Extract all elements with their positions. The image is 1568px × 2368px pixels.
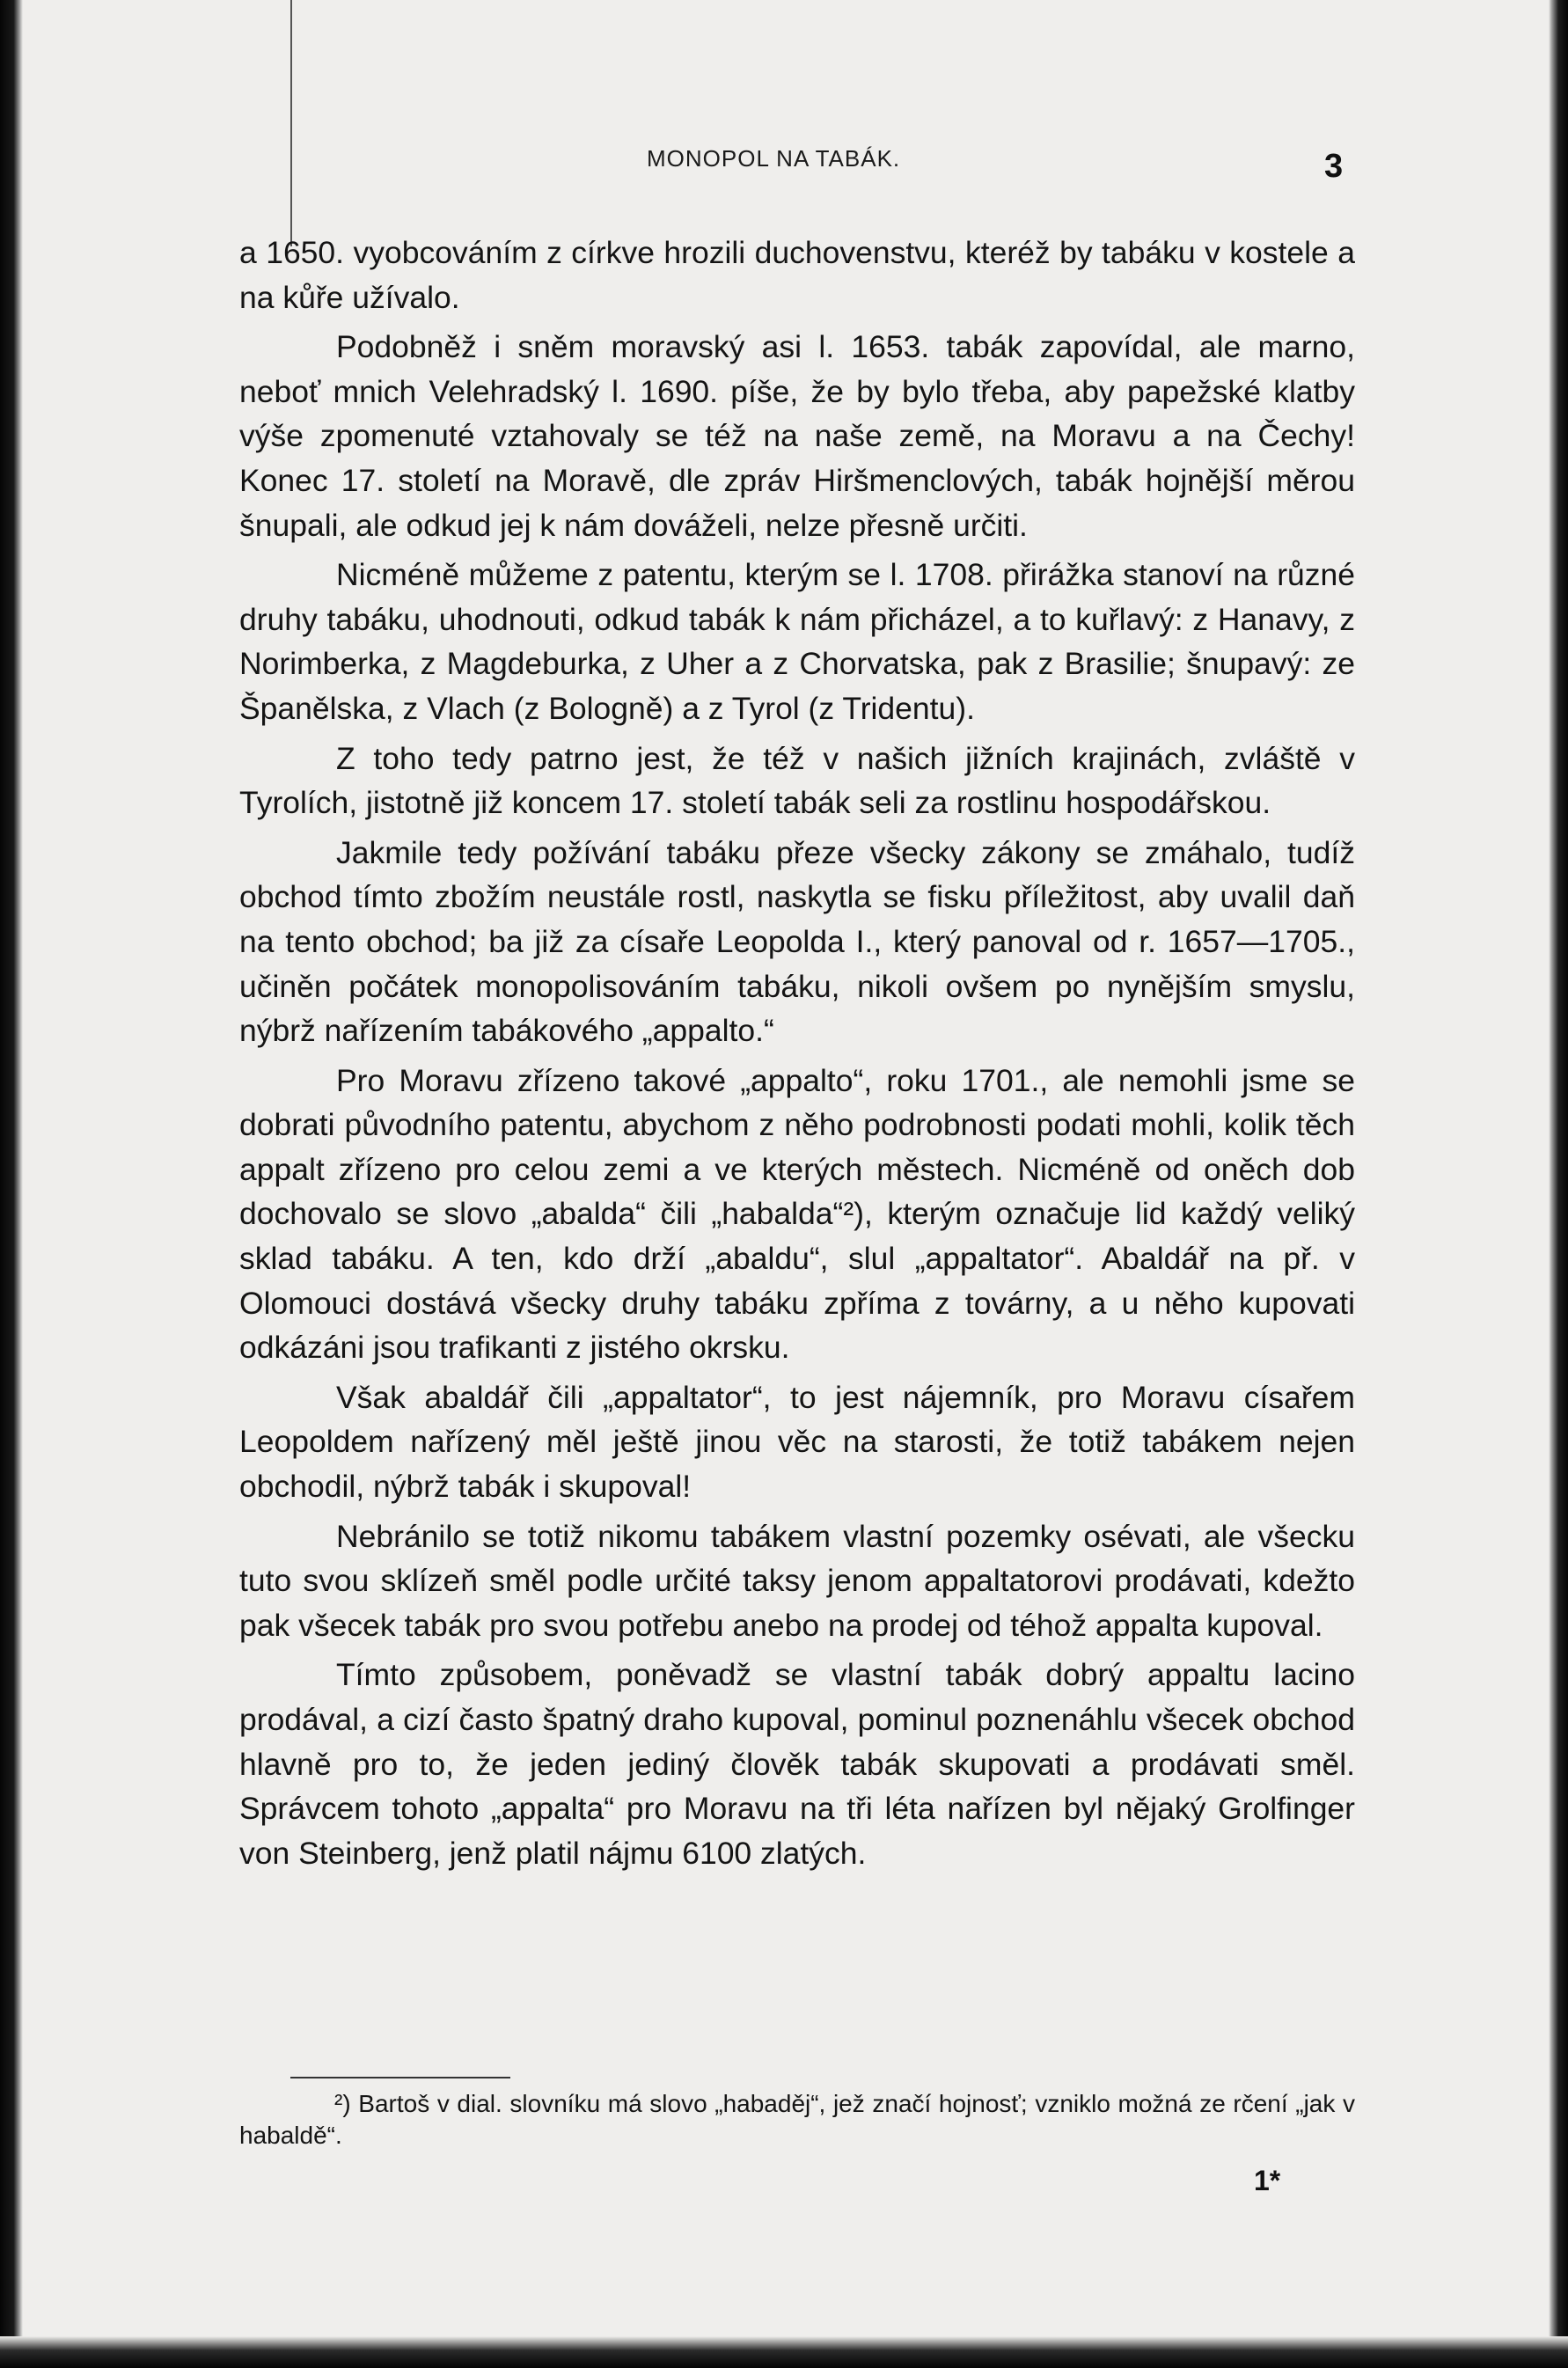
footnote xyxy=(239,2088,1355,2152)
paragraph-7: Však abaldář čili „appaltator“, to jest nájemník, pro Moravu císařem Leopoldem nařízený měl ještě jinou věc na starosti, že totiž tabákem nejen obchodil, nýbrž tabák i skupoval! xyxy=(239,1379,1355,1505)
running-title: MONOPOL NA TABÁK. xyxy=(647,145,901,172)
footnote-rule xyxy=(290,2077,510,2078)
paragraph-3: Nicméně můžeme z patentu, kterým se l. 1708. přirážka stanoví na různé druhy tabáku, uhodnouti, odkud tabák k nám přicházel, a to kuřlavý: z Hanavy, z Norimberka, z Magdeburka, z Uher a z Chorvatska, pak z Brasilie; šnupavý: ze Španělska, z Vlach (z Bologně) a z Tyrol (z Tridentu). xyxy=(239,557,1355,726)
paragraph-2: Podobněž i sněm moravský asi l. 1653. tabák zapovídal, ale marno, neboť mnich Velehradský l. 1690. píše, že by bylo třeba, aby papežské klatby výše zpomenuté vztahovaly se též na naše země, na Moravu a na Čechy! Konec 17. století na Moravě, dle zpráv Hiršmenclových, tabák hojnější měrou šnupali, ale odkud jej k nám dováželi, nelze přesně určiti. xyxy=(239,329,1355,543)
page-number: 3 xyxy=(1324,148,1344,185)
signature-mark: 1* xyxy=(1254,2165,1281,2196)
footnote-text: ²) Bartoš v dial. slovníku má slovo „habaděj“, jež značí hojnosť; vzniklo možná ze rčení „jak v habaldě“. xyxy=(239,2090,1355,2149)
right-scan-border xyxy=(1549,0,1568,2368)
paragraph-4: Z toho tedy patrno jest, že též v našich jižních krajinách, zvláště v Tyrolích, jistotně již koncem 17. století tabák seli za rostlinu hospodářskou. xyxy=(239,740,1355,821)
body-text xyxy=(239,231,1355,1880)
paragraph-9: Tímto způsobem, poněvadž se vlastní tabák dobrý appaltu lacino prodával, a cizí často špatný draho kupoval, pominul poznenáhlu všecek obchod hlavně pro to, že jeden jediný člověk tabák skupovati a prodávati směl. Správcem tohoto „appalta“ pro Moravu na tři léta nařízen byl nějaký Grolfinger von Steinberg, jenž platil nájmu 6100 zlatých. xyxy=(239,1657,1355,1871)
bottom-scan-border xyxy=(0,2336,1568,2368)
margin-pencil-line xyxy=(290,0,292,246)
left-scan-border xyxy=(0,0,23,2368)
paragraph-5: Jakmile tedy požívání tabáku přeze všecky zákony se zmáhalo, tudíž obchod tímto zbožím neustále rostl, naskytla se fisku příležitost, aby uvalil daň na tento obchod; ba již za císaře Leopolda I., který panoval od r. 1657—1705., učiněn počátek monopolisováním tabáku, nikoli ovšem po nynějším smyslu, nýbrž nařízením tabákového „appalto.“ xyxy=(239,834,1355,1049)
paragraph-8: Nebránilo se totiž nikomu tabákem vlastní pozemky osévati, ale všecku tuto svou sklízeň směl podle určité taksy jenom appaltatorovi prodávati, kdežto pak všecek tabák pro svou potřebu anebo na prodej od téhož appalta kupoval. xyxy=(239,1518,1355,1643)
paragraph-6: Pro Moravu zřízeno takové „appalto“, roku 1701., ale nemohli jsme se dobrati původního patentu, abychom z něho podrobnosti podati mohli, kolik těch appalt zřízeno pro celou zemi a ve kterých městech. Nicméně od oněch dob dochovalo se slovo „abalda“ čili „habalda“²), kterým označuje lid každý veliký sklad tabáku. A ten, kdo drží „abaldu“, slul „appaltator“. Abaldář na př. v Olomouci dostává všecky druhy tabáku zpříma z továrny, a u něho kupovati odkázáni jsou trafikanti z jistého okrsku. xyxy=(239,1062,1355,1366)
paragraph-1: a 1650. vyobcováním z církve hrozili duchovenstvu, kteréž by tabáku v kostele a na kůře užívalo. xyxy=(239,235,1355,315)
